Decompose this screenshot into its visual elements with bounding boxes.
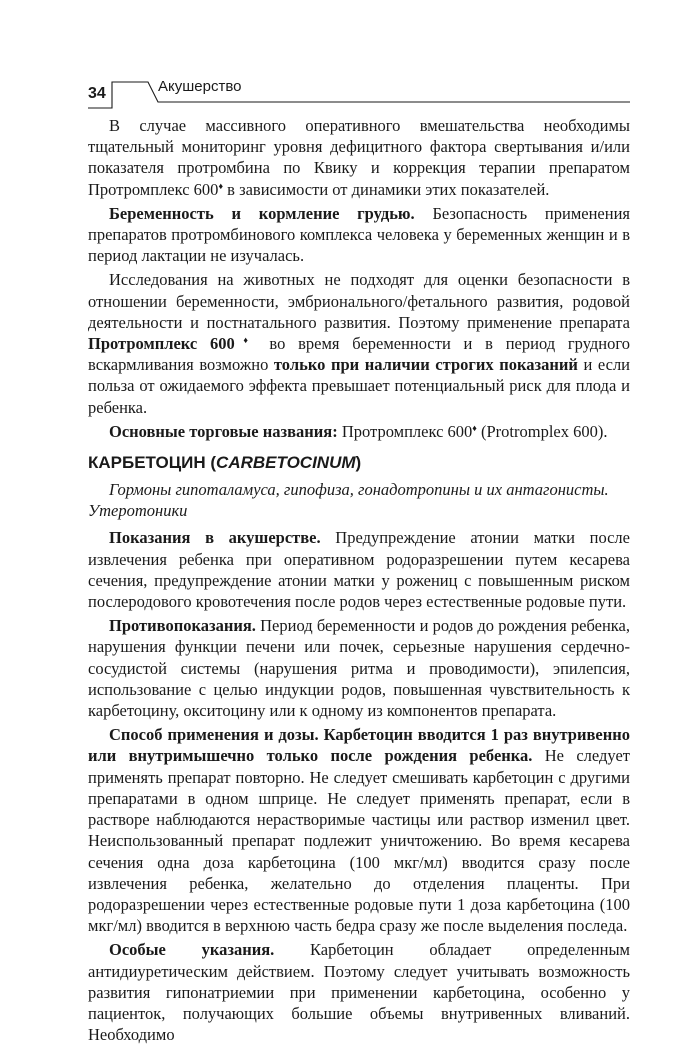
paragraph-lead: Противопоказания. — [109, 616, 256, 636]
paragraph-massive-surgery: В случае массивного оперативного вмешательства необходимы тщательный мониторинг уровня дефицитного фактора свертывания и/или показателя протромбина по Квику и коррекция терапии препаратом Протромплекс 600♦ в зависимости от динамики этих показателей. — [88, 116, 630, 199]
paragraph-indications: Показания в акушерстве. Предупреждение атонии матки после извлечения ребенка при оперативном родоразрешении путем кесарева сечения, предупреждение атонии матки у рожениц с повышенным риском послеродового кровотечения после родов через естественные родовые пути. — [88, 528, 630, 612]
trademark-mark: ♦ — [234, 335, 257, 346]
paragraph-lead: Беременность и кормление грудью. — [109, 203, 415, 223]
paragraph-lead: Особые указания. — [109, 940, 275, 960]
paragraph-lead: Способ применения и дозы. Карбетоцин вводится 1 раз внутривенно или внутримышечно только после рождения ребенка. — [88, 725, 630, 766]
drug-name-bold: Протромплекс 600 — [88, 334, 235, 354]
paragraph-animal-studies: Исследования на животных не подходят для оценки безопасности в отношении беременности, эмбрионального/фетального развития, родовой деятельности и постнатального развития. Поэтому применение препарата Протромплекс 600♦ во время беременности и в период грудного вскармливания возможно только при наличии строгих показаний и если польза от ожидаемого эффекта превышает потенциальный риск для плода и ребенка. — [88, 270, 631, 417]
drug-heading: КАРБЕТОЦИН (CARBETOCINUM) — [88, 453, 362, 473]
paragraph-lead: Показания в акушерстве. — [109, 528, 321, 548]
paragraph-pregnancy: Беременность и кормление грудью. Безопасность применения препаратов протромбинового комплекса человека у беременных женщин и в период лактации не изучалась. — [88, 203, 630, 266]
page-body — [88, 115, 630, 1045]
page-header — [0, 0, 698, 110]
strict-indications-bold: только при наличии строгих показаний — [273, 355, 578, 375]
drug-class-subtitle: Гормоны гипоталамуса, гипофиза, гонадотропины и их антагонисты. Утеротоники — [88, 480, 609, 521]
paragraph-trade-names: Основные торговые названия: Протромплекс 600♦ (Protromplex 600). — [109, 421, 608, 441]
trademark-mark: ♦ — [218, 180, 224, 191]
paragraph-contraindications: Противопоказания. Период беременности и родов до рождения ребенка, нарушения функции печени или почек, серьезные нарушения сердечно-сосудистой системы (нарушения ритма и проводимости), эпилепсия, использование с целью индукции родов, повышенная чувствительность к карбетоцину, окситоцину или к одному из компонентов препарата. — [88, 616, 630, 721]
paragraph-special-instructions: Особые указания. Карбетоцин обладает определенным антидиуретическим действием. Поэтому следует учитывать возможность развития гипонатриемии при применении карбетоцина, особенно у пациенток, получающих большие объемы внутривенных вливаний. Необходимо — [88, 940, 630, 1045]
drug-latin-name: CARBETOCINUM — [216, 453, 356, 473]
page-number: 34 — [88, 85, 106, 102]
paragraph-dosage: Способ применения и дозы. Карбетоцин вводится 1 раз внутривенно или внутримышечно только после рождения ребенка. Не следует применять препарат повторно. Не следует смешивать карбетоцин с другими препаратами в одном шприце. Не следует применять препарат, если в растворе наблюдаются нерастворимые частицы или раствор изменил цвет. Неиспользованный препарат подлежит уничтожению. Во время кесарева сечения одна доза карбетоцина (100 мкг/мл) вводится сразу после извлечения ребенка, желательно до отделения плаценты. При родоразрешении через естественные родовые пути 1 доза карбетоцина (100 мкг/мл) вводится в верхнюю часть бедра сразу же после выделения последа. — [88, 725, 630, 936]
running-head: Акушерство — [158, 78, 242, 95]
paragraph-lead: Основные торговые названия: — [109, 421, 338, 441]
trademark-mark: ♦ — [472, 422, 477, 433]
